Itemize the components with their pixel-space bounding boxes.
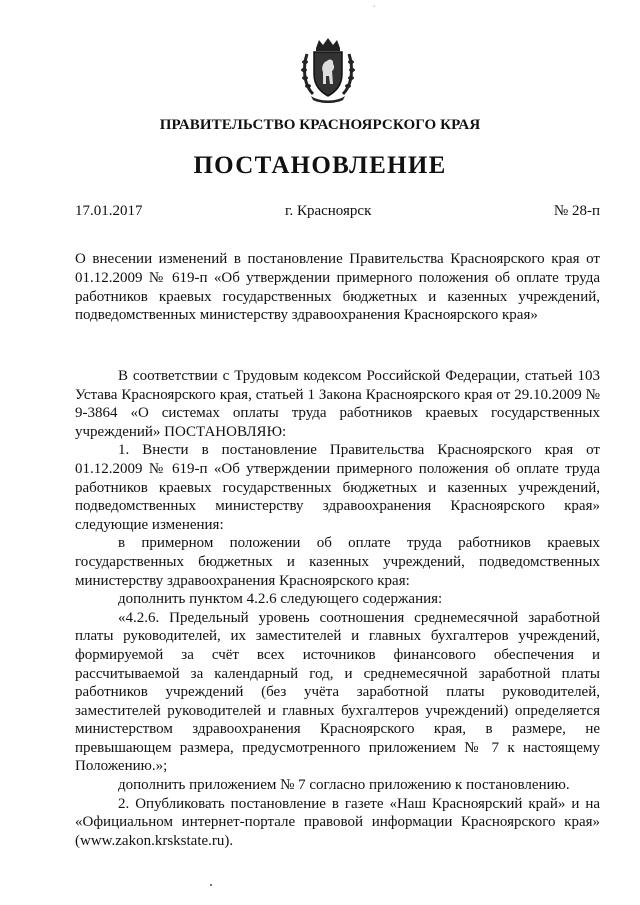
document-number: № 28-п <box>553 203 600 219</box>
scan-mark: ʻ <box>373 4 376 12</box>
coat-of-arms-krasnoyarsk-icon <box>299 36 357 104</box>
document-subject: О внесении изменений в постановление Правительства Красноярского края от 01.12.2009 № 619-п «Об утверждении примерного положения об оплате труда работников краевых государственных бюджетных и казенных учреждений, подведомственных министерству здравоохранения Красноярского края» <box>75 251 600 324</box>
document-date: 17.01.2017 <box>75 203 143 219</box>
document-type-heading: ПОСТАНОВЛЕНИЕ <box>193 152 447 179</box>
body-paragraph: «4.2.6. Предельный уровень соотношения среднемесячной заработной платы руководителей, их заместителей и главных бухгалтеров учреждений, формируемой за счёт всех источников финансового обеспечения и рассчитываемой за календарный год, и среднемесячной заработной платы работников учреждений (без учёта заработной платы руководителей, заместителей руководителей и главных бухгалтеров учреждений) определяется министерством здравоохранения Красноярского края, в размере, не превышающем размера, предусмотренного приложением № 7 к настоящему Положению.»; <box>75 609 600 775</box>
body-paragraph: в примерном положении об оплате труда работников краевых государственных бюджетных и казенных учреждений, подведомственных министерству здравоохранения Красноярского края: <box>75 535 600 589</box>
document-body <box>75 367 600 850</box>
body-paragraph: В соответствии с Трудовым кодексом Российской Федерации, статьей 103 Устава Красноярского края, статьей 1 Закона Красноярского края от 29.10.2009 № 9-3864 «О системах оплаты труда работников краевых государственных учреждений» ПОСТАНОВЛЯЮ: <box>75 368 600 440</box>
document-city: г. Красноярск <box>285 203 372 219</box>
scan-dot <box>210 884 212 886</box>
body-paragraph: дополнить приложением № 7 согласно приложению к постановлению. <box>118 777 570 794</box>
body-paragraph: 1. Внести в постановление Правительства Красноярского края от 01.12.2009 № 619-п «Об утверждении примерного положения об оплате труда работников краевых государственных бюджетных и казенных учреждений, подведомственных министерству здравоохранения Красноярского края» следующие изменения: <box>75 442 600 533</box>
document-meta-row <box>75 203 600 223</box>
government-title: ПРАВИТЕЛЬСТВО КРАСНОЯРСКОГО КРАЯ <box>159 117 481 133</box>
body-paragraph: дополнить пунктом 4.2.6 следующего содержания: <box>118 591 443 608</box>
body-paragraph: 2. Опубликовать постановление в газете «Наш Красноярский край» и на «Официальном интернет-портале правовой информации Красноярского края» (www.zakon.krskstate.ru). <box>75 795 600 849</box>
